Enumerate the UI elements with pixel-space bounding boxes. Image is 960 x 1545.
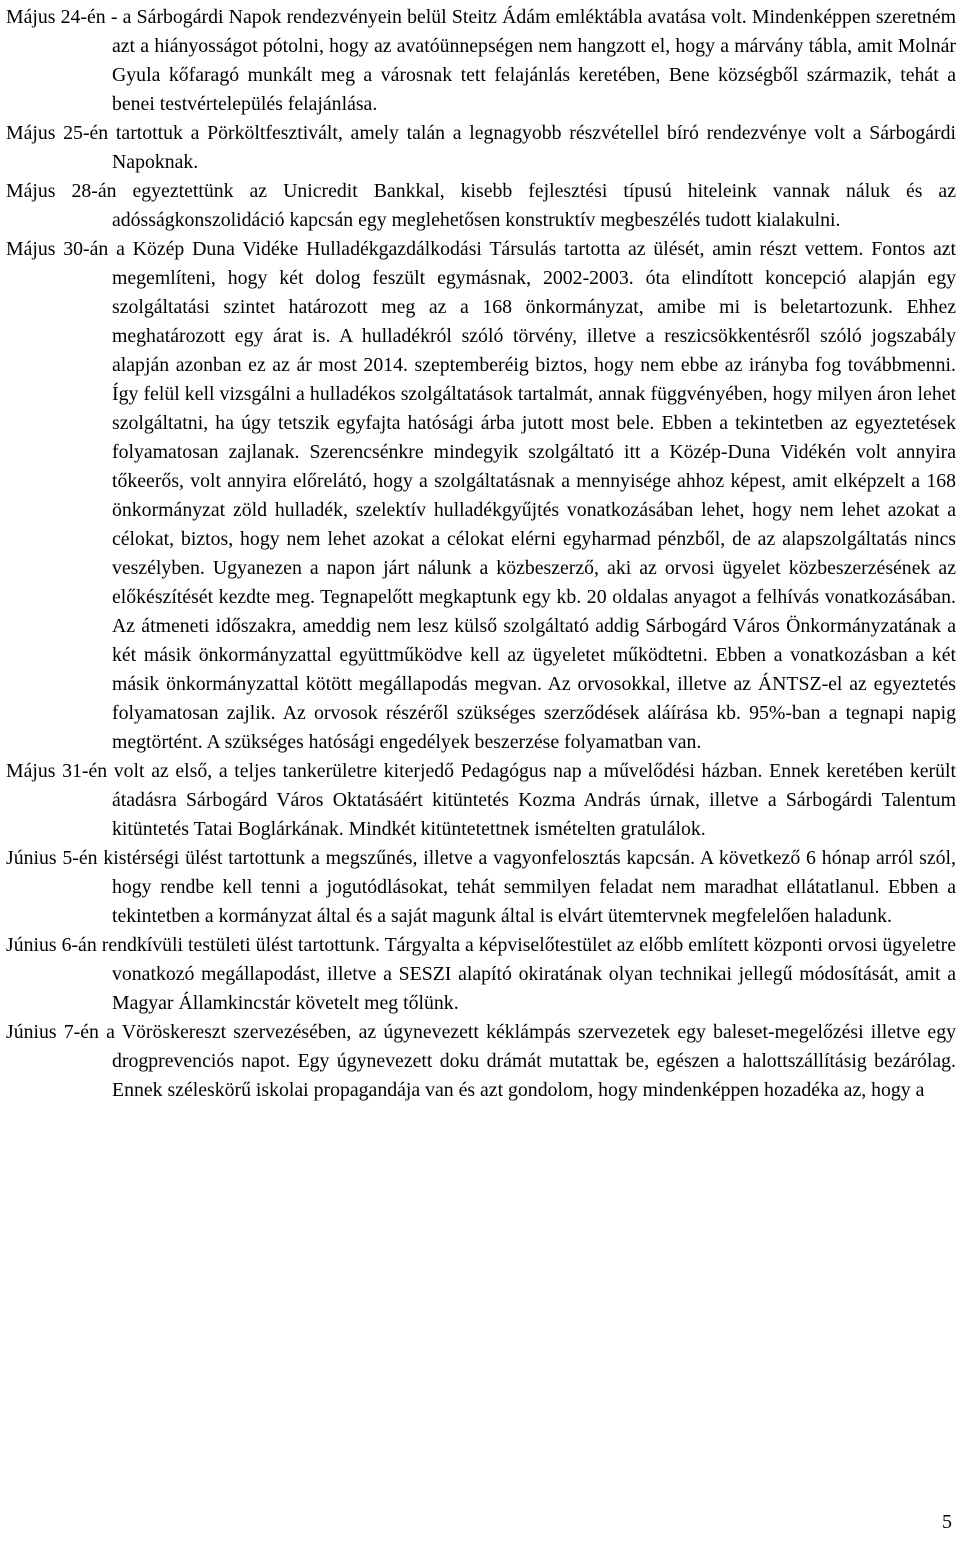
paragraph-may-30: Május 30-án a Közép Duna Vidéke Hulladékgazdálkodási Társulás tartotta az ülését, amin részt vettem. Fontos azt megemlíteni, hogy két dolog feszült egymásnak, 2002-2003. óta elindított koncepció alapján egy szolgáltatási szintet határozott meg az a 168 önkormányzat, amibe mi is beletartozunk. Ehhez meghatározott egy árat is. A hulladékról szóló törvény, illetve a reszicsökkentésről szóló jogszabály alapján azonban ez az ár most 2014. szeptemberéig biztos, hogy nem ebbe az irányba fog továbbmenni. Így felül kell vizsgálni a hulladékos szolgáltatások tartalmát, annak függvényében, hogy milyen áron lehet szolgáltatni, ha úgy tetszik egyfajta hatósági árba jutott most bele. Ebben a tekintetben az egyeztetések folyamatosan zajlanak. Szerencsénkre mindegyik szolgáltató itt a Közép-Duna Vidékén volt annyira tőkeerős, volt annyira előrelátó, hogy a szolgáltatásnak a mennyisége ahhoz képest, amit elképzelt a 168 önkormányzat zöld hulladék, szelektív hulladékgyűjtés vonatkozásában lehet, hogy nem lehet azokat a célokat, biztos, hogy nem lehet azokat a célokat elérni egyharmad pénzből, de az alapszolgáltatás nincs veszélyben. Ugyanezen a napon járt nálunk a közbeszerző, aki az orvosi ügyelet közbeszerzésének az előkészítését kezdte meg. Tegnapelőtt megkaptunk egy kb. 20 oldalas anyagot a felhívás vonatkozásában. Az átmeneti időszakra, ameddig nem lesz külső szolgáltató addig Sárbogárd Város Önkormányzatának a két másik önkormányzattal együttműködve kell az ügyeletet működtetni. Ebben a vonatkozásban a két másik önkormányzattal kötött megállapodás megvan. Az orvosokkal, illetve az ÁNTSZ-el az egyeztetés folyamatosan zajlik. Az orvosok részéről szükséges szerződések aláírása kb. 95%-ban a tegnapi napig megtörtént. A szükséges hatósági engedélyek beszerzése folyamatban van. (6, 238, 956, 753)
paragraph-june-5: Június 5-én kistérségi ülést tartottunk a megszűnés, illetve a vagyonfelosztás kapcsán. A következő 6 hónap arról szól, hogy rendbe kell tenni a jogutódlásokat, tehát semmilyen feladat nem maradhat ellátatlanul. Ebben a tekintetben a kormányzat által és a saját magunk által is elvárt ütemtervnek megfelelően haladunk. (6, 847, 956, 927)
paragraph-june-6: Június 6-án rendkívüli testületi ülést tartottunk. Tárgyalta a képviselőtestület az előbb említett központi orvosi ügyeletre vonatkozó megállapodást, illetve a SESZI alapító okiratának olyan technikai jellegű módosítását, amit a Magyar Államkincstár követelt meg tőlünk. (6, 934, 956, 1014)
page-number: 5 (942, 1511, 952, 1533)
paragraph-may-28: Május 28-án egyeztettünk az Unicredit Bankkal, kisebb fejlesztési típusú hiteleink vannak náluk és az adósságkonszolidáció kapcsán egy meglehetősen konstruktív megbeszélés tudott kialakulni. (6, 180, 956, 231)
document-page (6, 3, 956, 1105)
paragraph-may-31: Május 31-én volt az első, a teljes tankerületre kiterjedő Pedagógus nap a művelődési házban. Ennek keretében került átadásra Sárbogárd Város Oktatásáért kitüntetés Kozma András úrnak, illetve a Sárbogárdi Talentum kitüntetés Tatai Boglárkának. Mindkét kitüntetettnek ismételten gratulálok. (6, 760, 956, 840)
paragraph-may-24: Május 24-én - a Sárbogárdi Napok rendezvényein belül Steitz Ádám emléktábla avatása volt. Mindenképpen szeretném azt a hiányosságot pótolni, hogy az avatóünnepségen nem hangzott el, hogy a márvány tábla, amit Molnár Gyula kőfaragó munkált meg a városnak tett felajánlás keretében, Bene községből származik, tehát a benei testvértelepülés felajánlása. (6, 6, 956, 115)
paragraph-june-7: Június 7-én a Vöröskereszt szervezésében, az úgynevezett kéklámpás szervezetek egy baleset-megelőzési illetve egy drogprevenciós napot. Egy úgynevezett doku drámát mutattak be, egészen a halottszállításig bezárólag. Ennek széleskörű iskolai propagandája van és azt gondolom, hogy mindenképpen hozadéka az, hogy a (6, 1021, 956, 1101)
paragraph-may-25: Május 25-én tartottuk a Pörköltfesztivált, amely talán a legnagyobb részvétellel bíró rendezvénye volt a Sárbogárdi Napoknak. (6, 122, 956, 173)
